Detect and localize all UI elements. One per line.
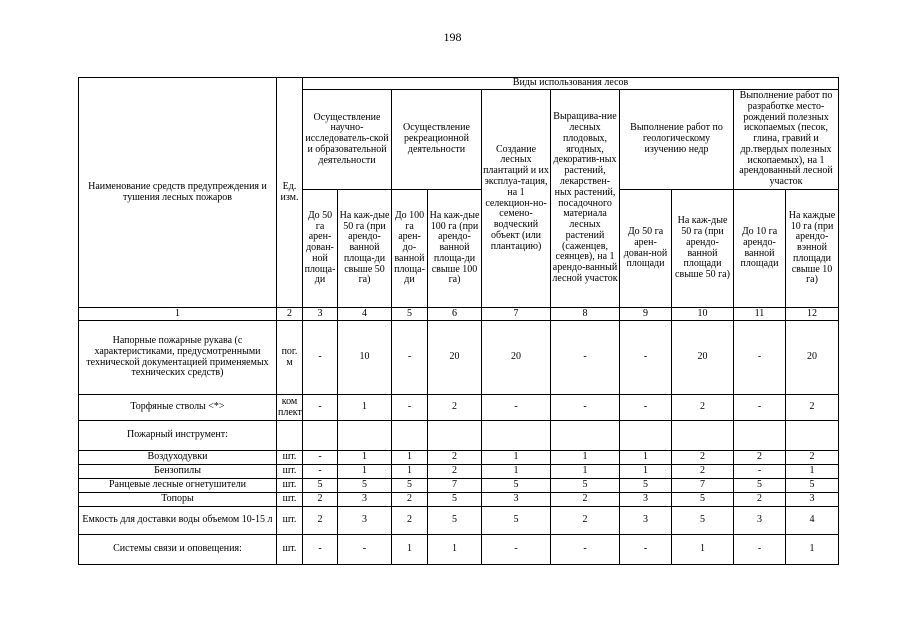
equipment-table [78,77,839,565]
row-value: 1 [482,451,551,465]
row-value [551,421,620,451]
table-row [79,321,839,395]
row-value: 5 [734,479,786,493]
table-row [79,421,839,451]
row-value [482,421,551,451]
row-value: 2 [428,465,482,479]
row-name: Топоры [79,493,277,507]
row-value: - [551,535,620,565]
row-value: 1 [551,465,620,479]
row-value: - [303,465,338,479]
row-value [338,421,392,451]
row-value: 10 [338,321,392,395]
row-value: 5 [786,479,839,493]
row-value: - [392,395,428,421]
row-value: - [734,395,786,421]
row-value: - [620,395,672,421]
row-value: - [620,321,672,395]
row-unit: ком плект [277,395,303,421]
header-sub-4: На каж-дые 50 га (при арендо-ванной площа-ди свыше 50 га) [338,190,392,308]
row-value: 2 [786,451,839,465]
column-number: 10 [672,308,734,321]
table-row [79,535,839,565]
row-value: - [482,395,551,421]
row-value: 5 [672,507,734,535]
row-name: Емкость для доставки воды объемом 10-15 л [79,507,277,535]
row-value: 7 [428,479,482,493]
column-number: 1 [79,308,277,321]
header-group-title: Виды использования лесов [303,78,839,90]
table-row [79,479,839,493]
row-value: - [303,451,338,465]
row-value: 5 [672,493,734,507]
row-value: 20 [672,321,734,395]
row-value [734,421,786,451]
row-value: 7 [672,479,734,493]
table-row [79,507,839,535]
row-unit: шт. [277,507,303,535]
row-value: 4 [786,507,839,535]
row-value: 5 [338,479,392,493]
row-value: - [734,465,786,479]
row-value: - [303,321,338,395]
column-number: 9 [620,308,672,321]
row-value [303,421,338,451]
row-value: 2 [734,451,786,465]
row-value: 1 [392,465,428,479]
row-value: 1 [338,451,392,465]
row-value [620,421,672,451]
row-value: - [734,321,786,395]
header-group-geology: Выполнение работ по геологическому изучению недр [620,90,734,190]
row-value: 1 [392,535,428,565]
row-unit: пог. м [277,321,303,395]
header-sub-5: До 100 га арен-до-ванной площа-ди [392,190,428,308]
column-number: 3 [303,308,338,321]
row-value: 2 [786,395,839,421]
row-unit: шт. [277,535,303,565]
column-number: 11 [734,308,786,321]
row-value: 5 [303,479,338,493]
row-value: 2 [734,493,786,507]
row-value: 2 [672,395,734,421]
row-value: 1 [620,465,672,479]
row-value: 1 [620,451,672,465]
row-value: 5 [482,507,551,535]
column-number: 6 [428,308,482,321]
row-value: 2 [672,451,734,465]
row-value [786,421,839,451]
row-value: - [392,321,428,395]
row-value: 1 [786,535,839,565]
row-value: 5 [482,479,551,493]
header-sub-10: На каж-дые 50 га (при арендо-ванной площади свыше 50 га) [672,190,734,308]
row-value: - [338,535,392,565]
row-value: 2 [551,507,620,535]
row-value: - [551,395,620,421]
header-group-research: Осуществление научно-исследователь-ской и образовательной деятельности [303,90,392,190]
row-value: 3 [786,493,839,507]
header-group-recreation: Осуществление рекреационной деятельности [392,90,482,190]
row-value: 5 [428,507,482,535]
row-value: 20 [786,321,839,395]
column-number: 8 [551,308,620,321]
table-body [79,321,839,565]
page-number: 198 [443,30,462,44]
row-value: 1 [338,395,392,421]
row-value: 2 [392,507,428,535]
header-unit-col: Ед. изм. [277,78,303,308]
row-value: - [551,321,620,395]
row-value: - [620,535,672,565]
row-value: - [734,535,786,565]
row-value: 20 [482,321,551,395]
row-name: Системы связи и оповещения: [79,535,277,565]
column-number: 5 [392,308,428,321]
row-value: 3 [620,493,672,507]
row-unit: шт. [277,451,303,465]
row-value: 3 [734,507,786,535]
header-sub-12: На каждые 10 га (при арендо-вэнной площади свыше 10 га) [786,190,839,308]
row-name: Торфяные стволы <*> [79,395,277,421]
header-group-cultivation: Выращива-ние лесных плодовых, ягодных, декоратив-ных растений, лекарствен-ных растений, посадочного материала лесных растений (саженцев, сеянцев), на 1 арендо-ванный лесной участок [551,90,620,308]
header-sub-6: На каж-дые 100 га (при арендо-ванной площа-ди свыше 100 га) [428,190,482,308]
row-value: 2 [303,507,338,535]
row-value: 3 [482,493,551,507]
row-value: - [303,395,338,421]
row-value: 2 [392,493,428,507]
row-value: - [303,535,338,565]
table-row [79,395,839,421]
row-unit: шт. [277,493,303,507]
row-value: 5 [620,479,672,493]
row-unit [277,421,303,451]
row-value [672,421,734,451]
row-value: 1 [428,535,482,565]
column-number: 2 [277,308,303,321]
row-value [392,421,428,451]
column-number: 12 [786,308,839,321]
row-value: 2 [303,493,338,507]
header-group-mining: Выполнение работ по разработке место-рождений полезных ископаемых (песок, глина, гравий и др.твердых полезных ископаемых), на 1 арендованный лесной участок [734,90,839,190]
row-value: 1 [338,465,392,479]
row-value: 1 [551,451,620,465]
row-name: Воздуходувки [79,451,277,465]
row-value: 3 [338,493,392,507]
header-sub-9: До 50 га арен-дован-ной площади [620,190,672,308]
header-group-plantations: Создание лесных плантаций и их эксплуа-тация, на 1 селекцион-но-семено-водческий объект (или плантацию) [482,90,551,308]
table-row [79,493,839,507]
row-value [428,421,482,451]
row-value: 2 [672,465,734,479]
column-number: 7 [482,308,551,321]
header-sub-11: До 10 га арендо-ванной площади [734,190,786,308]
row-value: 3 [620,507,672,535]
row-name: Напорные пожарные рукава (с характеристиками, предусмотренными технической документацией применяемых технических средств) [79,321,277,395]
row-value: 1 [786,465,839,479]
table-row [79,451,839,465]
row-value: 2 [428,395,482,421]
row-value: 2 [428,451,482,465]
row-value: 3 [338,507,392,535]
row-value: 1 [482,465,551,479]
header-sub-3: До 50 га арен-дован-ной площа-ди [303,190,338,308]
header-name-col: Наименование средств предупреждения и тушения лесных пожаров [79,78,277,308]
column-number: 4 [338,308,392,321]
row-name: Ранцевые лесные огнетушители [79,479,277,493]
row-unit: шт. [277,479,303,493]
row-value: 5 [392,479,428,493]
row-name: Бензопилы [79,465,277,479]
row-value: - [482,535,551,565]
row-value: 5 [551,479,620,493]
table-row [79,465,839,479]
row-value: 1 [392,451,428,465]
row-value: 5 [428,493,482,507]
row-value: 2 [551,493,620,507]
row-value: 20 [428,321,482,395]
row-unit: шт. [277,465,303,479]
row-name: Пожарный инструмент: [79,421,277,451]
row-value: 1 [672,535,734,565]
